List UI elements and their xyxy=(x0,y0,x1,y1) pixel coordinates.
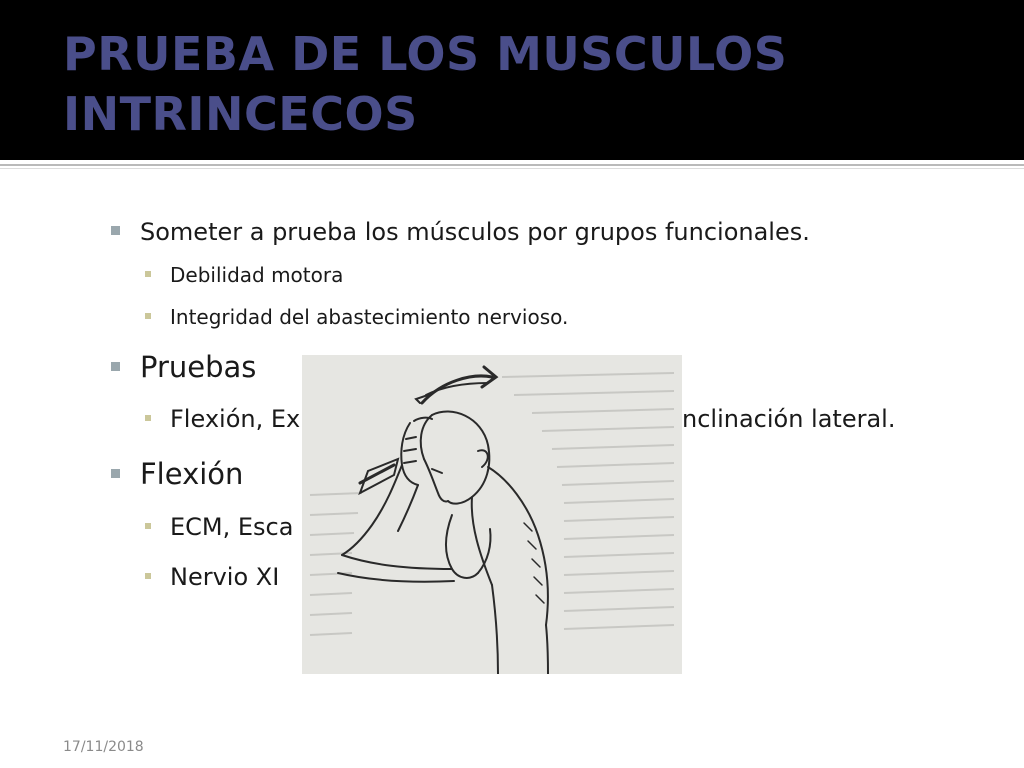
bullet-marker xyxy=(145,271,151,277)
bullet-marker xyxy=(145,573,151,579)
slide-date: 17/11/2018 xyxy=(63,739,144,755)
title-divider xyxy=(0,164,1024,166)
bullet-text: Flexión, Ex xyxy=(170,405,301,433)
bullet-marker xyxy=(145,313,151,319)
title-divider-thin xyxy=(0,168,1024,169)
bullet-marker xyxy=(145,523,151,529)
bullet-text: Flexión xyxy=(140,457,244,491)
slide-title: PRUEBA DE LOS MUSCULOS INTRINCECOS xyxy=(63,27,788,141)
sub-bullet-item xyxy=(170,263,343,287)
bullet-text: ECM, Esca xyxy=(170,513,294,541)
sub-bullet-item xyxy=(170,563,279,591)
bullet-text: Pruebas xyxy=(140,350,257,384)
neck-flexion-illustration xyxy=(302,355,682,674)
bullet-item xyxy=(140,350,256,384)
bullet-text: Integridad del abastecimiento nervioso. xyxy=(170,305,569,329)
bullet-marker xyxy=(111,362,120,371)
bullet-text-continuation: nclinación lateral. xyxy=(682,405,896,433)
sub-bullet-item xyxy=(170,405,300,433)
bullet-marker xyxy=(145,415,151,421)
bullet-item xyxy=(140,218,810,246)
sub-bullet-item xyxy=(170,305,568,329)
illustration-drawing xyxy=(302,355,682,674)
bullet-text: Debilidad motora xyxy=(170,263,344,287)
bullet-text: Someter a prueba los músculos por grupos funcionales. xyxy=(140,218,810,246)
bullet-marker xyxy=(111,469,120,478)
bullet-marker xyxy=(111,226,120,235)
bullet-item xyxy=(140,457,243,491)
bullet-text: Nervio XI xyxy=(170,563,280,591)
sub-bullet-item xyxy=(170,513,293,541)
